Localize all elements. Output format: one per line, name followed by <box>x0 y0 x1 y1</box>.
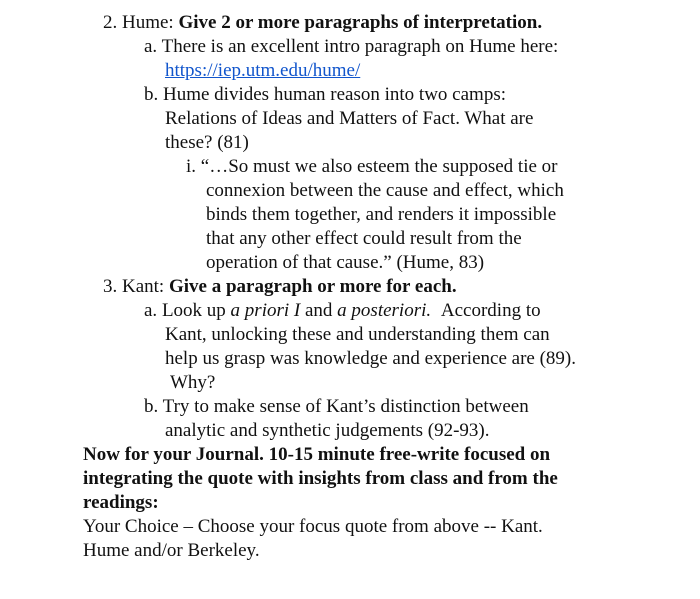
kant-item-a-marker: a. <box>144 300 158 321</box>
kant-item-a-line: Why? <box>170 372 216 393</box>
kant-number: 3. <box>103 276 118 297</box>
hume-heading <box>103 11 542 35</box>
hume-quote-line: connexion between the cause and effect, which <box>206 180 564 201</box>
journal-choice-line: Hume and/or Berkeley. <box>83 540 260 561</box>
kant-term-a-posteriori: a posteriori. <box>337 300 432 321</box>
journal-heading-line: integrating the quote with insights from class and from the <box>83 468 558 489</box>
kant-item-a <box>144 299 541 323</box>
kant-item-a-pre: Look up <box>161 300 226 321</box>
kant-term-a-priori: a priori I <box>230 300 301 321</box>
hume-quote-line: operation of that cause.” (Hume, 83) <box>206 252 485 273</box>
hume-item-b-marker: b. <box>144 84 159 105</box>
kant-heading <box>103 275 457 299</box>
hume-quote-marker: i. <box>186 156 197 177</box>
hume-item-a <box>144 35 558 59</box>
hume-link-line <box>165 59 360 83</box>
kant-item-b-line: Try to make sense of Kant’s distinction between <box>162 396 529 417</box>
kant-item-a-post: According to <box>440 300 541 321</box>
kant-item-b <box>144 395 529 419</box>
journal-heading-line: readings: <box>83 492 159 513</box>
kant-item-a-line: help us grasp was knowledge and experience are (89). <box>165 348 576 369</box>
journal-choice-line: Your Choice – Choose your focus quote from above -- Kant. <box>83 516 543 537</box>
hume-item-a-text: There is an excellent intro paragraph on Hume here: <box>161 36 559 57</box>
kant-name: Kant: <box>122 276 165 297</box>
hume-item-b-line: these? (81) <box>165 132 249 153</box>
hume-quote-line: binds them together, and renders it impossible <box>206 204 557 225</box>
hume-item-b-line: Relations of Ideas and Matters of Fact. What are <box>165 108 534 129</box>
kant-item-a-and: and <box>304 300 333 321</box>
kant-instruction: Give a paragraph or more for each. <box>168 276 457 297</box>
journal-heading-line: Now for your Journal. 10-15 minute free-write focused on <box>83 444 551 465</box>
hume-name: Hume: <box>122 12 174 33</box>
hume-quote <box>186 155 558 179</box>
kant-item-b-line: analytic and synthetic judgements (92-93). <box>165 420 490 441</box>
hume-quote-line: “…So must we also esteem the supposed tie or <box>200 156 558 177</box>
hume-number: 2. <box>103 12 118 33</box>
kant-item-a-line: Kant, unlocking these and understanding them can <box>165 324 550 345</box>
hume-quote-line: that any other effect could result from the <box>206 228 522 249</box>
hume-instruction: Give 2 or more paragraphs of interpretation. <box>178 12 543 33</box>
hume-item-a-marker: a. <box>144 36 158 57</box>
kant-item-b-marker: b. <box>144 396 159 417</box>
hume-item-b-line: Hume divides human reason into two camps: <box>163 84 506 105</box>
hume-iep-link[interactable]: https://iep.utm.edu/hume/ <box>165 60 361 81</box>
hume-item-b <box>144 83 506 107</box>
